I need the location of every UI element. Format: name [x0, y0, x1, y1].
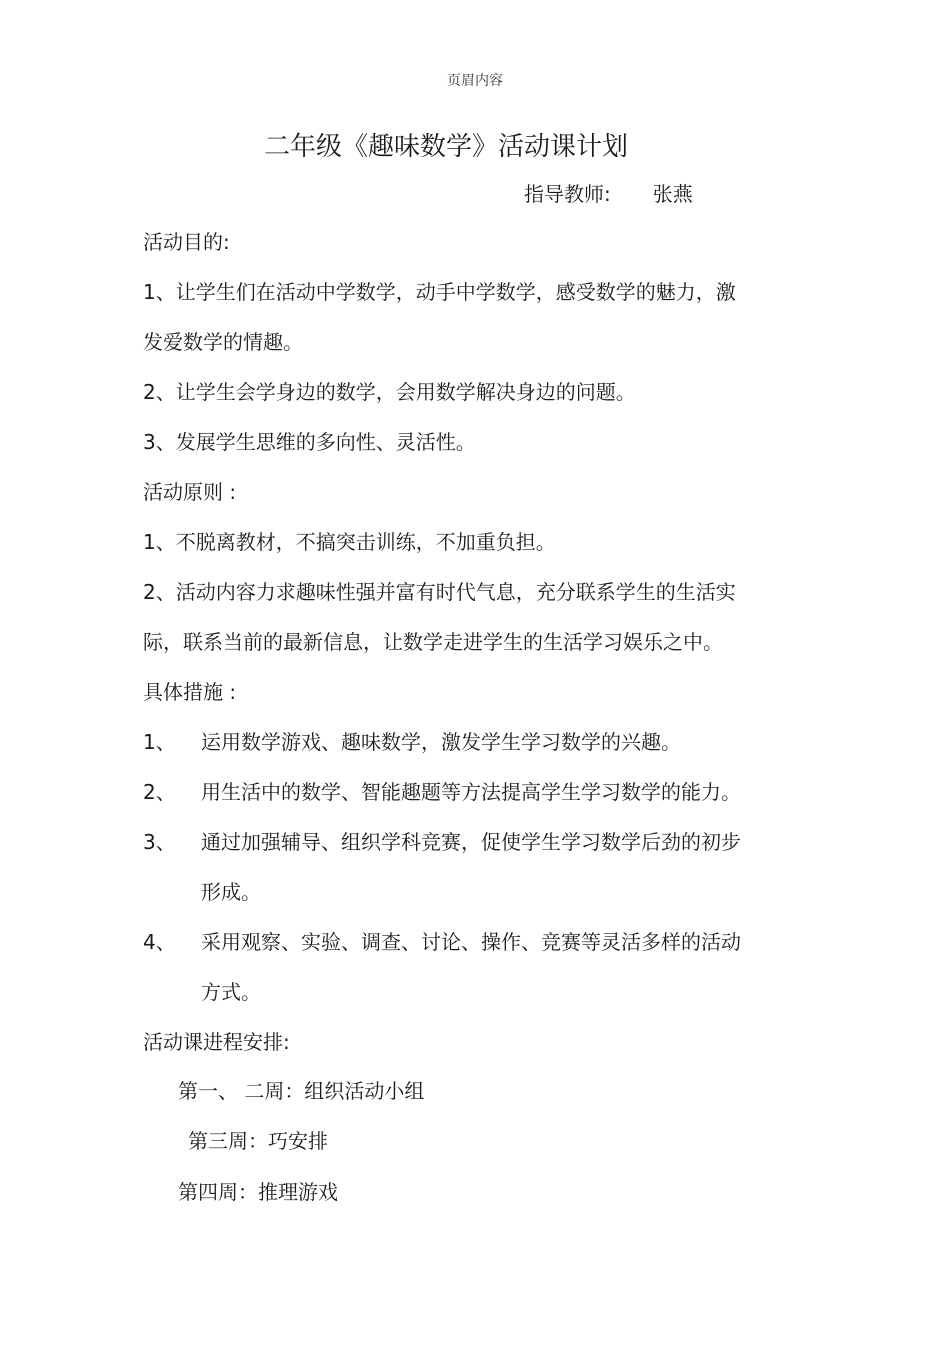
measures-item-number: 1、 [143, 730, 176, 754]
measures-item-3 [143, 828, 741, 856]
measures-item-2 [143, 778, 741, 806]
principles-item-2-line-2: 际，联系当前的最新信息，让数学走进学生的生活学习娱乐之中。 [143, 630, 723, 654]
measures-item-text: 采用观察、实验、调查、讨论、操作、竞赛等灵活多样的活动 [201, 930, 741, 954]
document-title: 二年级《趣味数学》活动课计划 [263, 132, 628, 162]
measures-item-1 [143, 728, 681, 756]
principles-item-2-line-1: 2、活动内容力求趣味性强并富有时代气息，充分联系学生的生活实 [143, 580, 736, 604]
measures-heading: 具体措施 : [143, 680, 237, 704]
measures-item-number: 4、 [143, 930, 176, 954]
goals-item-1-line-1: 1、让学生们在活动中学数学，动手中学数学，感受数学的魅力，激 [143, 280, 736, 304]
measures-item-4-line-2: 方式。 [201, 980, 261, 1004]
goals-item-1-line-2: 发爱数学的情趣。 [143, 330, 303, 354]
schedule-week-1-2: 第一、 二周：组织活动小组 [178, 1079, 425, 1103]
measures-item-number: 2、 [143, 780, 176, 804]
measures-item-4 [143, 928, 741, 956]
measures-item-number: 3、 [143, 830, 176, 854]
teacher-line [524, 178, 693, 207]
goals-item-2: 2、让学生会学身边的数学，会用数学解决身边的问题。 [143, 380, 636, 404]
goals-heading: 活动目的: [143, 230, 230, 254]
schedule-week-4: 第四周：推理游戏 [178, 1180, 338, 1204]
schedule-heading: 活动课进程安排: [143, 1030, 290, 1054]
page-header: 页眉内容 [447, 73, 503, 89]
schedule-week-3: 第三周：巧安排 [188, 1129, 328, 1153]
goals-item-3: 3、发展学生思维的多向性、灵活性。 [143, 430, 476, 454]
measures-item-text: 用生活中的数学、智能趣题等方法提高学生学习数学的能力。 [201, 780, 741, 804]
measures-item-text: 运用数学游戏、趣味数学，激发学生学习数学的兴趣。 [201, 730, 681, 754]
measures-item-3-line-2: 形成。 [201, 880, 261, 904]
principles-heading: 活动原则 : [143, 480, 237, 504]
teacher-name: 张燕 [652, 182, 693, 206]
measures-item-text: 通过加强辅导、组织学科竞赛，促使学生学习数学后劲的初步 [201, 830, 741, 854]
teacher-label: 指导教师: [524, 182, 611, 206]
principles-item-1: 1、不脱离教材，不搞突击训练，不加重负担。 [143, 530, 556, 554]
